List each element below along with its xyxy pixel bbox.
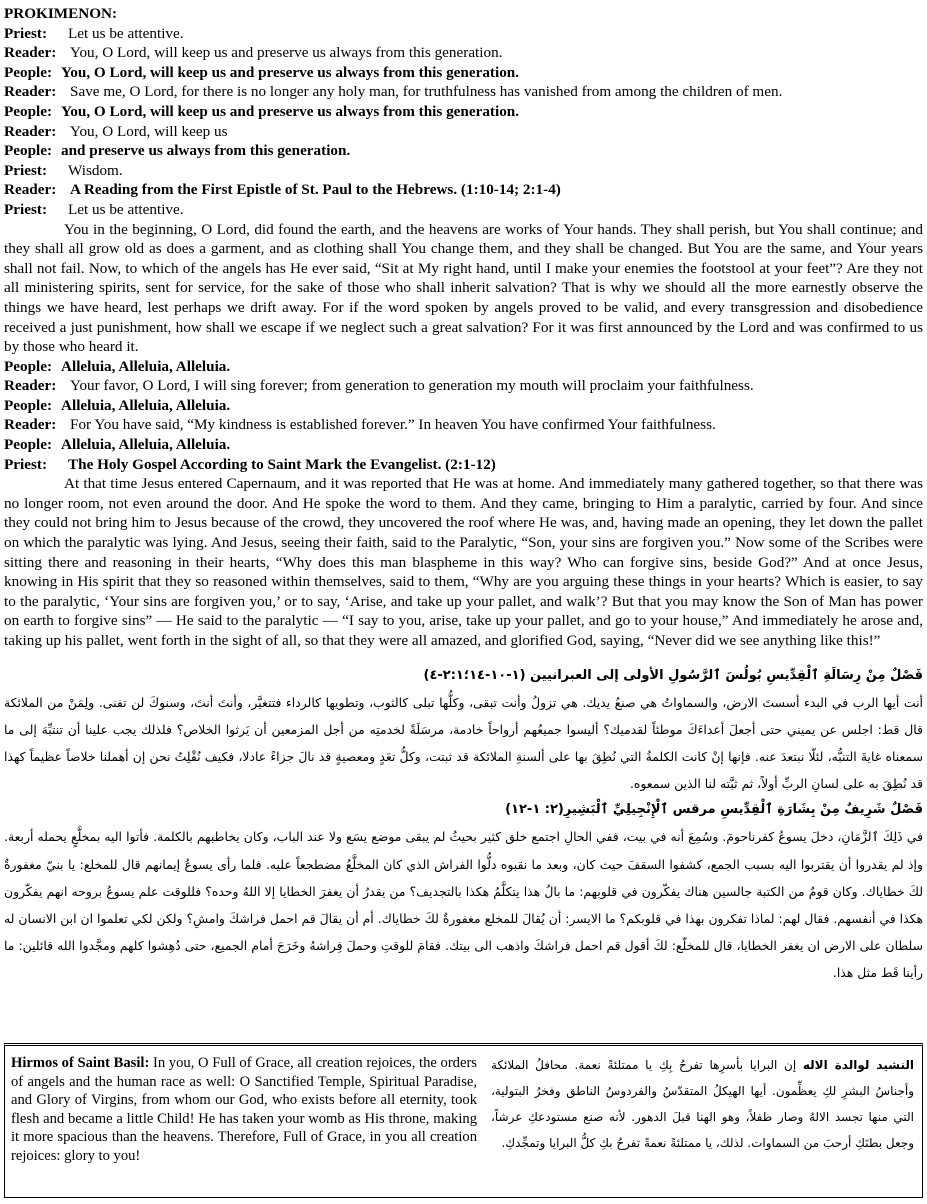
speaker-label: People: [4,102,53,120]
line-text: Let us be attentive. [68,24,184,42]
hirmos-box [4,1043,923,1198]
line-text: and preserve us always from this generation. [61,142,351,160]
speaker-label: Reader: [4,83,57,101]
dialogue-line [4,180,923,200]
service-page [4,4,923,1196]
speaker-label: Priest: [4,161,48,179]
speaker-label: People: [4,357,53,375]
hirmos-english [5,1046,483,1197]
dialogue-line [4,102,923,122]
prokimenon-lines [4,24,923,220]
line-text: Save me, O Lord, for there is no longer any holy man, for truthfulness has vanished from among the children of men. [70,83,783,101]
dialogue-line [4,24,923,44]
arabic-epistle-heading: فَصْلٌ مِنْ رِسَالَةِ ٱلْقِدِّيسِ بُولُسَ ٱلرَّسُولِ الأولى إلى العبرانيين (١-١٠-١٤؛٢:١-٤) [423,667,923,683]
dialogue-line [4,200,923,220]
line-text: Let us be attentive. [68,200,184,218]
line-text: Alleluia, Alleluia, Alleluia. [61,436,231,454]
hirmos-text: In you, O Full of Grace, all creation rejoices, the orders of angels and the human race as well: O Sanctified Temple, Spiritual Paradise, and Glory of Virgins, from whom our God, who exists before all eternity, took flesh and became a little Child! He has taken your womb as His throne, making it more spacious than the heavens. Therefore, Full of Grace, in you all creation rejoices: glory to you! [11,1055,477,1164]
dialogue-line [4,43,923,63]
speaker-label: Priest: [4,455,48,473]
line-text: You, O Lord, will keep us [70,122,228,140]
epistle-text: You in the beginning, O Lord, did found the earth, and the heavens are works of Your hands. They shall perish, but You shall continue; and they shall all grow old as does a garment, and as clothing shall You change them, and they shall be changed. But You are the same, and Your years shall not fail. Now, to which of the angels has He ever said, “Sit at My right hand, until I make your enemies the footstool at your feet”? Are they not all ministering spirits, sent for service, for the sake of those who shall inherit salvation? That is why we should all the more earnestly observe the things we have heard, lest perhaps we drift away. For if the word spoken by angels proved to be valid, and every transgression and disobedience received a just punishment, how shall we escape if we neglect such a great salvation? For it was first announced by the Lord and was confirmed to us by those who heard it. [4,220,923,356]
arabic-gospel-text: في ذَلِكَ ٱلزَّمَانِ، دخلَ يسوعُ كفرناحومَ. وسُمِعَ أنه في بيت، ففي الحالِ اجتمع خلق كثير بحيثُ لم يبقى موضع يسَع ولا عند الباب، وكان يخاطبهم بالكلمة. فأتوا اليه بمخلَّعٍ يحمله أربعة. وإذ لم يقدروا أن يقتربوا اليه بسبب الجمع، كشفوا السقفَ حيث كان، وبعد ما نقبوه دلُّوا الفراش الذي كان المخلَّعُ مضطجعاً عليه. فلما رأى يسوعُ إيمانهم قال للمخلع: يا بنيّ مغفورةٌ لكَ خطاياك. وكان قومٌ من الكتبة جالسين هناك يفكّرون في قلوبهم: ما بالُ هذا يتكلَّمُ هكذا بالتجديف؟ من يقدرُ أن يغفرَ الخطايا إلا اللهُ وحده؟ فللوقت علم يسوعُ بروحه انهم يفكّرون هكذا في أنفسهم. فقال لهم: لماذا تفكرون بهذا في قلوبكم؟ ما الايسر: أن يُقالَ للمخلع مغفورةٌ لكَ خطاياك. أم أن يقالَ قم احمل فراشكَ وامشِ؟ ولكن لكي تعلموا ان ابن الانسان له سلطان على الارض ان يغفر الخطايا، قال للمخلّع: لكَ أقول قم احمل فراشكَ واذهب الى بيتك. فقامَ للوقتِ وحملَ فِراشهُ وخَرَجَ أمام الجميع، حتى دُهِشوا كلهم ومجَّدوا الله قائلين: ما رأينا قَط مثل هذا. [4,829,923,981]
speaker-label: Reader: [4,181,57,199]
speaker-label: Priest: [4,200,48,218]
line-text: Alleluia, Alleluia, Alleluia. [61,357,231,375]
hirmos-arabic [483,1046,922,1197]
prokimenon-header: PROKIMENON: [4,5,118,22]
speaker-label: Priest: [4,24,48,42]
english-section [4,4,923,651]
speaker-label: People: [4,63,53,81]
dialogue-line [4,63,923,83]
line-text: A Reading from the First Epistle of St. Paul to the Hebrews. (1:10-14; 2:1-4) [70,181,561,199]
dialogue-line [4,415,923,435]
arabic-epistle-text: أنت أيها الرب في البدء أسستَ الارض، والسماواتُ هي صنعُ يديك. هي تزولُ وأنت تبقى، وكلُّها تبلى كالثوب، وتطويها كالرداء فتتغيَّر، وأنتَ أنتَ، وسنوكَ لن تفنى. ولِمَنْ من الملائكة قال قط: اجلس عن يميني حتى أجعلَ أعداءَكَ موطئاً لقدميك؟ أليسوا جميعُهم أرواحاً خادمة، مرسَلَةً لخدمتِه من أجل المزمعين أن يَرثوا الخلاص؟ فلذلك يجب علينا أن تنتبِّهَ إلى ما سمعناه غايةَ التنبُّه، لئلّا نبتعدَ عنه. فإنها إنْ كانت الكلمةُ التي نُطِقَ بها على ألسنةِ الملائكة قد ثبتت، وكلُّ تعَدٍ ومعصيةٍ قد نالَ جزاءً عادلا، فكيف نُفْلِتُ نحن إن أهملنا خلاصاً عظيماً كهذا قد نُطِقَ به على لسانِ الربِّ أولاً، ثم ثبَّته لنا الذين سمعوه. [4,694,923,792]
line-text: You, O Lord, will keep us and preserve us always from this generation. [61,63,520,81]
line-text: You, O Lord, will keep us and preserve us always from this generation. [61,102,520,120]
line-text: Your favor, O Lord, I will sing forever; from generation to generation my mouth will proclaim your faithfulness. [70,377,754,395]
arabic-gospel-heading: فَصْلٌ شَرِيفٌ مِنْ بِشَارَةِ ٱلْقِدِّيسِ مرقس ٱلْإِنْجِيلِيِّ ٱلْبَشِيرِ(٢: ١-١٢) [505,802,923,818]
dialogue-line [4,122,923,142]
speaker-label: People: [4,142,53,160]
speaker-label: Reader: [4,377,57,395]
hirmos-label: Hirmos of Saint Basil: [11,1055,150,1071]
hirmos-arabic-label: النشيد لوالدة الاله [802,1058,914,1072]
speaker-label: Reader: [4,416,57,434]
gospel-text: At that time Jesus entered Capernaum, and it was reported that He was at home. And immediately many gathered together, so that there was no longer room, not even around the door. And He spoke the word to them. And they came, bringing to Him a paralytic, carried by four. And since they could not bring him to Jesus because of the crowd, they uncovered the roof where He was, and, having made an opening, they let down the pallet on which the paralytic was lying. And Jesus, seeing their faith, said to the Paralytic, “Son, your sins are forgiven you.” Now some of the Scribes were sitting there and reasoning in their hearts, “Why does this man blaspheme in this way? Who can forgive sins, beside God?” And at once Jesus, knowing in His spirit that they so reasoned within themselves, said to them, “Why are you arguing these things in your hearts? Which is easier, to say to the paralytic, ‘Your sins are forgiven you,’ or to say, ‘Arise, and take up your pallet, and walk’? But that you may know the Son of Man has power on earth to forgive sins” — He said to the paralytic — “I say to you, arise, take up your pallet, and go to your house,” And immediately he arose and, taking up his pallet, went forth in the sight of all, so that they were all amazed, and glorified God, saying, “Never did we see anything like this!” [4,475,923,649]
hirmos-arabic-text: إن البرايا بأسرِها تفرحُ بِكِ يا ممتلئةً نعمة. محافلُ الملائكة وأجناسُ البشرِ لكِ يعظِّمون. أيها الهيكلُ المتقدّسُ والفردوسُ الناطق وفخرُ البتولية، التي منها تجسد الالهُ وصار طفلاً، وهو الهنا قبلَ الدهور. لأنه صنع مستودعكِ عرشاً، وجعل بطنَكِ أرحبَ من السماوات. لذلك، يا ممتلئةً نعمةً تفرحُ بكِ كلُّ البرايا وتمجِّدكِ. [491,1058,914,1150]
speaker-label: People: [4,396,53,414]
speaker-label: Reader: [4,122,57,140]
speaker-label: People: [4,436,53,454]
dialogue-line [4,455,923,475]
line-text: The Holy Gospel According to Saint Mark the Evangelist. (2:1-12) [68,455,496,473]
speaker-label: Reader: [4,44,57,62]
dialogue-line [4,435,923,455]
line-text: Wisdom. [68,161,123,179]
line-text: Alleluia, Alleluia, Alleluia. [61,396,231,414]
alleluia-lines [4,357,923,475]
dialogue-line [4,357,923,377]
arabic-section [4,663,923,987]
dialogue-line [4,161,923,181]
line-text: You, O Lord, will keep us and preserve us always from this generation. [70,44,503,62]
line-text: For You have said, “My kindness is established forever.” In heaven You have confirmed Your faithfulness. [70,416,716,434]
dialogue-line [4,82,923,102]
dialogue-line [4,396,923,416]
dialogue-line [4,141,923,161]
dialogue-line [4,376,923,396]
